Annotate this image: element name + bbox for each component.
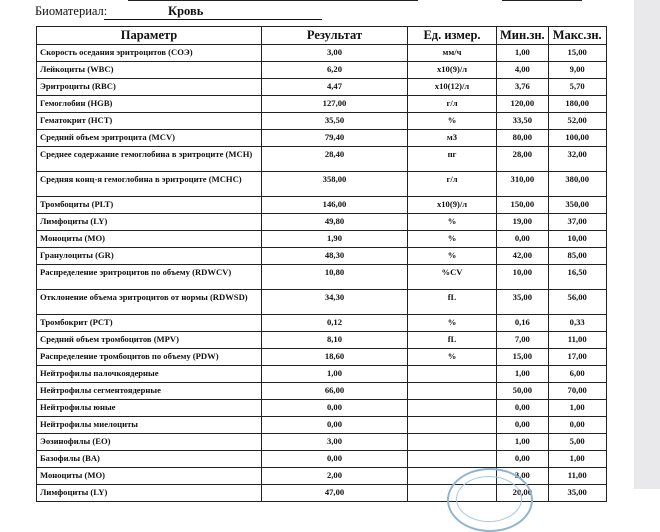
table-row — [37, 172, 607, 197]
cell-max: 100,00 — [548, 130, 606, 147]
cell-unit — [408, 417, 497, 434]
cell-parameter: Средняя конц-я гемоглобина в эритроците (MCHC) — [37, 172, 262, 197]
cell-parameter: Нейтрофилы миелоциты — [37, 417, 262, 434]
cell-parameter: Эозинофилы (EO) — [37, 434, 262, 451]
cell-min: 33,50 — [497, 113, 549, 130]
cell-result: 8,10 — [262, 332, 408, 349]
table-row — [37, 96, 607, 113]
table-row — [37, 265, 607, 290]
header-unit: Ед. измер. — [408, 27, 497, 45]
header-max: Макс.зн. — [548, 27, 606, 45]
cell-max: 15,00 — [548, 45, 606, 62]
cell-parameter: Среднее содержание гемоглобина в эритроците (MCH) — [37, 147, 262, 172]
table-row — [37, 315, 607, 332]
table-row — [37, 214, 607, 231]
cell-max: 6,00 — [548, 366, 606, 383]
header-result: Результат — [262, 27, 408, 45]
cell-max: 10,00 — [548, 231, 606, 248]
cell-result: 0,00 — [262, 451, 408, 468]
cell-max: 0,00 — [548, 417, 606, 434]
cell-unit: x10(12)/л — [408, 79, 497, 96]
table-row — [37, 231, 607, 248]
cell-result: 0,00 — [262, 417, 408, 434]
cell-min: 50,00 — [497, 383, 549, 400]
cell-min: 0,00 — [497, 451, 549, 468]
cell-min: 10,00 — [497, 265, 549, 290]
cell-max: 380,00 — [548, 172, 606, 197]
cell-result: 6,20 — [262, 62, 408, 79]
cell-unit: % — [408, 231, 497, 248]
cell-result: 146,00 — [262, 197, 408, 214]
table-row — [37, 417, 607, 434]
biomaterial-underline — [104, 19, 322, 20]
cell-result: 18,60 — [262, 349, 408, 366]
cell-unit: x10(9)/л — [408, 62, 497, 79]
cell-parameter: Эритроциты (RBC) — [37, 79, 262, 96]
cell-min: 310,00 — [497, 172, 549, 197]
cell-min: 1,00 — [497, 366, 549, 383]
cell-result: 0,12 — [262, 315, 408, 332]
cell-min: 28,00 — [497, 147, 549, 172]
cell-result: 1,00 — [262, 366, 408, 383]
cell-result: 2,00 — [262, 468, 408, 485]
cell-max: 1,00 — [548, 400, 606, 417]
cell-min: 0,00 — [497, 400, 549, 417]
cell-unit — [408, 451, 497, 468]
cell-unit: м3 — [408, 130, 497, 147]
header-parameter: Параметр — [37, 27, 262, 45]
cell-unit: % — [408, 113, 497, 130]
cell-parameter: Нейтрофилы сегментоядерные — [37, 383, 262, 400]
table-row — [37, 197, 607, 214]
top-rule-right — [502, 0, 582, 1]
cell-parameter: Отклонение объема эритроцитов от нормы (RDWSD) — [37, 290, 262, 315]
cell-result: 1,90 — [262, 231, 408, 248]
cell-unit: %CV — [408, 265, 497, 290]
cell-min: 19,00 — [497, 214, 549, 231]
table-header-row — [37, 27, 607, 45]
cell-parameter: Нейтрофилы юные — [37, 400, 262, 417]
cell-min: 4,00 — [497, 62, 549, 79]
cell-result: 34,30 — [262, 290, 408, 315]
cell-min: 3,00 — [497, 468, 549, 485]
cell-max: 32,00 — [548, 147, 606, 172]
table-row — [37, 434, 607, 451]
biomaterial-value: Кровь — [168, 4, 204, 18]
table-row — [37, 130, 607, 147]
cell-min: 120,00 — [497, 96, 549, 113]
cell-parameter: Тромбокрит (PCT) — [37, 315, 262, 332]
cell-result: 4,47 — [262, 79, 408, 96]
cell-unit: г/л — [408, 172, 497, 197]
cell-max: 70,00 — [548, 383, 606, 400]
cell-min: 7,00 — [497, 332, 549, 349]
cell-parameter: Лимфоциты (LY) — [37, 485, 262, 502]
cell-min: 15,00 — [497, 349, 549, 366]
cell-result: 3,00 — [262, 45, 408, 62]
cell-min: 1,00 — [497, 45, 549, 62]
table-row — [37, 79, 607, 96]
cell-max: 52,00 — [548, 113, 606, 130]
cell-parameter: Гранулоциты (GR) — [37, 248, 262, 265]
cell-unit — [408, 400, 497, 417]
cell-unit: fL — [408, 332, 497, 349]
cell-max: 11,00 — [548, 468, 606, 485]
cell-unit — [408, 434, 497, 451]
cell-parameter: Базофилы (BA) — [37, 451, 262, 468]
cell-parameter: Средний объем тромбоцитов (MPV) — [37, 332, 262, 349]
table-row — [37, 290, 607, 315]
cell-parameter: Распределение эритроцитов по объему (RDWCV) — [37, 265, 262, 290]
cell-parameter: Средний объем эритроцита (MCV) — [37, 130, 262, 147]
cell-result: 10,80 — [262, 265, 408, 290]
header-min: Мин.зн. — [497, 27, 549, 45]
cell-max: 180,00 — [548, 96, 606, 113]
cell-parameter: Моноциты (MO) — [37, 231, 262, 248]
cell-unit: fL — [408, 290, 497, 315]
cell-result: 66,00 — [262, 383, 408, 400]
results-table — [36, 26, 607, 502]
cell-parameter: Лейкоциты (WBC) — [37, 62, 262, 79]
table-row — [37, 383, 607, 400]
cell-result: 35,50 — [262, 113, 408, 130]
table-row — [37, 400, 607, 417]
cell-min: 0,00 — [497, 417, 549, 434]
cell-result: 47,00 — [262, 485, 408, 502]
cell-parameter: Моноциты (MO) — [37, 468, 262, 485]
cell-unit: г/л — [408, 96, 497, 113]
cell-result: 48,30 — [262, 248, 408, 265]
cell-unit: % — [408, 214, 497, 231]
top-rule-left — [128, 0, 418, 1]
table-row — [37, 451, 607, 468]
cell-max: 85,00 — [548, 248, 606, 265]
cell-max: 1,00 — [548, 451, 606, 468]
cell-min: 1,00 — [497, 434, 549, 451]
cell-min: 3,76 — [497, 79, 549, 96]
table-row — [37, 113, 607, 130]
cell-max: 0,33 — [548, 315, 606, 332]
cell-unit: % — [408, 315, 497, 332]
cell-parameter: Нейтрофилы палочкоядерные — [37, 366, 262, 383]
cell-max: 37,00 — [548, 214, 606, 231]
cell-min: 42,00 — [497, 248, 549, 265]
cell-min: 35,00 — [497, 290, 549, 315]
cell-max: 35,00 — [548, 485, 606, 502]
cell-result: 28,40 — [262, 147, 408, 172]
cell-max: 9,00 — [548, 62, 606, 79]
cell-parameter: Гематокрит (HCT) — [37, 113, 262, 130]
table-row — [37, 248, 607, 265]
cell-result: 79,40 — [262, 130, 408, 147]
cell-unit: % — [408, 349, 497, 366]
table-row — [37, 62, 607, 79]
cell-parameter: Распределение тромбоцитов по объему (PDW) — [37, 349, 262, 366]
cell-result: 0,00 — [262, 400, 408, 417]
cell-unit: x10(9)/л — [408, 197, 497, 214]
cell-result: 49,80 — [262, 214, 408, 231]
stamp-seal-inner — [456, 476, 522, 522]
cell-max: 56,00 — [548, 290, 606, 315]
table-row — [37, 332, 607, 349]
cell-parameter: Тромбоциты (PLT) — [37, 197, 262, 214]
cell-result: 3,00 — [262, 434, 408, 451]
cell-result: 358,00 — [262, 172, 408, 197]
cell-unit — [408, 383, 497, 400]
biomaterial-label: Биоматериал: — [35, 4, 108, 18]
cell-unit: мм/ч — [408, 45, 497, 62]
cell-unit: % — [408, 248, 497, 265]
cell-max: 11,00 — [548, 332, 606, 349]
cell-max: 5,00 — [548, 434, 606, 451]
cell-unit: пг — [408, 147, 497, 172]
cell-max: 17,00 — [548, 349, 606, 366]
cell-min: 150,00 — [497, 197, 549, 214]
cell-parameter: Гемоглобин (HGB) — [37, 96, 262, 113]
cell-min: 0,00 — [497, 231, 549, 248]
cell-max: 5,70 — [548, 79, 606, 96]
table-row — [37, 349, 607, 366]
cell-max: 16,50 — [548, 265, 606, 290]
cell-parameter: Лимфоциты (LY) — [37, 214, 262, 231]
cell-min: 20,00 — [497, 485, 549, 502]
cell-max: 350,00 — [548, 197, 606, 214]
cell-parameter: Скорость оседания эритроцитов (СОЭ) — [37, 45, 262, 62]
table-row — [37, 147, 607, 172]
cell-min: 80,00 — [497, 130, 549, 147]
cell-result: 127,00 — [262, 96, 408, 113]
table-row — [37, 45, 607, 62]
cell-min: 0,16 — [497, 315, 549, 332]
table-row — [37, 366, 607, 383]
cell-unit — [408, 366, 497, 383]
viewer-gutter — [634, 0, 660, 489]
